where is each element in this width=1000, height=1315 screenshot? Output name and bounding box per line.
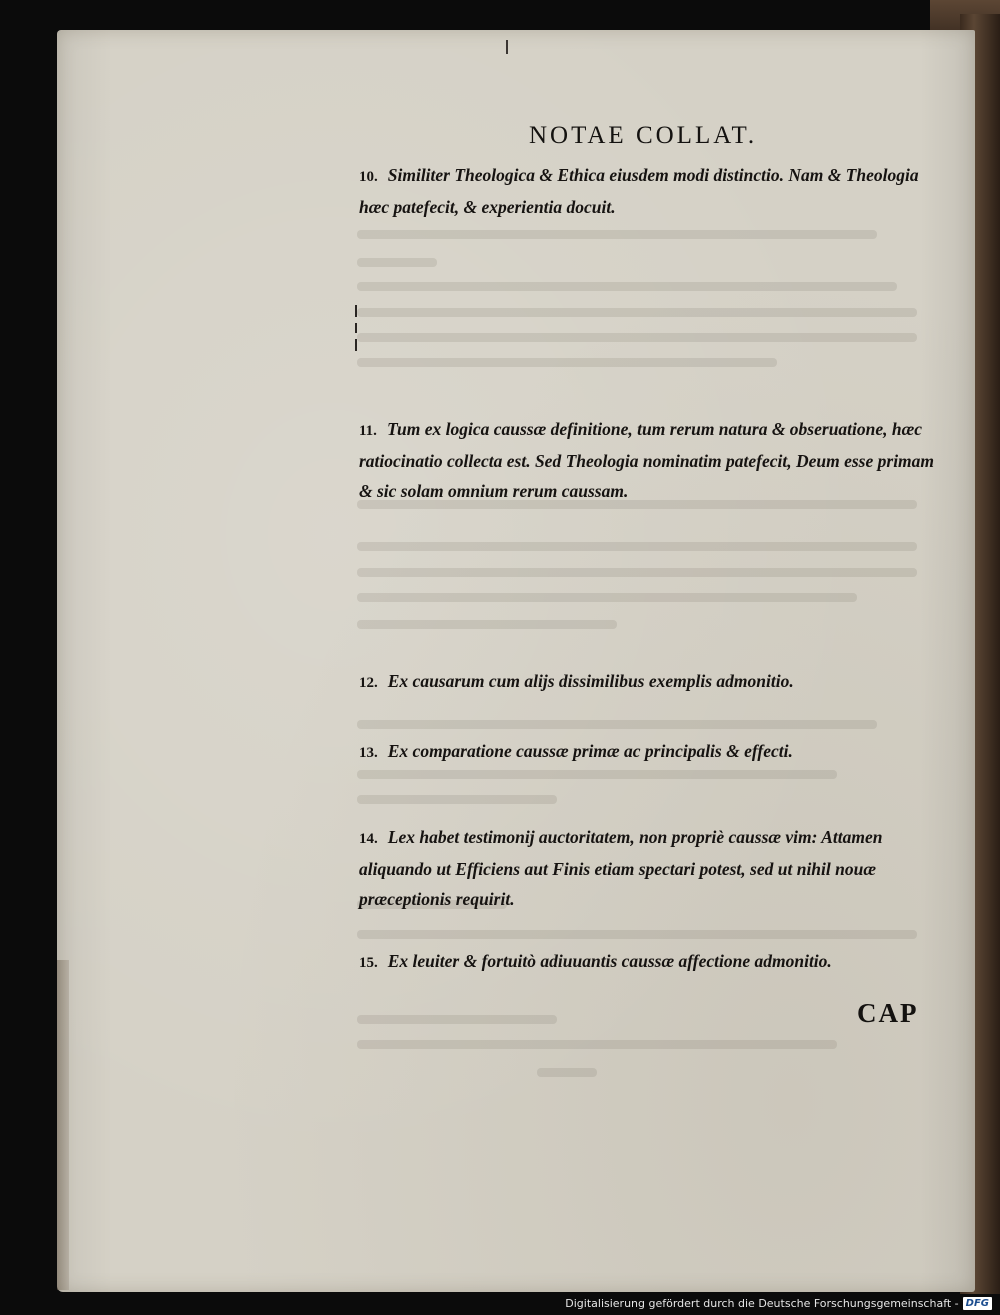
note-14 xyxy=(359,822,935,914)
note-text: Tum ex logica caussæ definitione, tum rerum natura & obseruatione, hæc ratiocinatio collecta est. Sed Theologia nominatim patefecit, Deum esse primam & sic solam omnium rerum caussam. xyxy=(359,419,935,501)
book-page xyxy=(57,30,975,1292)
dfg-logo-icon: DFG xyxy=(963,1297,992,1310)
note-text: Similiter Theologica & Ethica eiusdem modi distinctio. Nam & Theologia hæc patefecit, & experientia docuit. xyxy=(359,165,919,217)
note-number: 12. xyxy=(359,675,378,691)
note-text: Ex comparatione caussæ primæ ac principalis & effecti. xyxy=(387,741,793,761)
margin-marks xyxy=(355,305,359,349)
note-15 xyxy=(359,946,935,978)
note-text: Ex leuiter & fortuitò adiuuantis caussæ affectione admonitio. xyxy=(387,951,832,971)
note-12 xyxy=(359,666,935,698)
note-number: 11. xyxy=(359,423,377,439)
note-number: 13. xyxy=(359,745,378,761)
note-number: 15. xyxy=(359,955,378,971)
note-10 xyxy=(359,160,935,222)
note-text: Lex habet testimonij auctoritatem, non propriè caussæ vim: Attamen aliquando ut Efficiens aut Finis etiam spectari potest, sed ut nihil nouæ præceptionis requirit. xyxy=(359,827,883,909)
digitization-credit xyxy=(565,1295,992,1311)
note-11 xyxy=(359,414,935,506)
page-top-mark xyxy=(506,40,508,54)
running-head: NOTAE COLLAT. xyxy=(529,122,758,149)
note-13 xyxy=(359,736,935,768)
credit-text: Digitalisierung gefördert durch die Deutsche Forschungsgemeinschaft - xyxy=(565,1296,959,1310)
note-number: 10. xyxy=(359,169,378,185)
note-text: Ex causarum cum alijs dissimilibus exemplis admonitio. xyxy=(387,671,794,691)
catchword: CAP xyxy=(857,998,919,1028)
note-number: 14. xyxy=(359,831,378,847)
page-edge-stain xyxy=(57,960,69,1290)
